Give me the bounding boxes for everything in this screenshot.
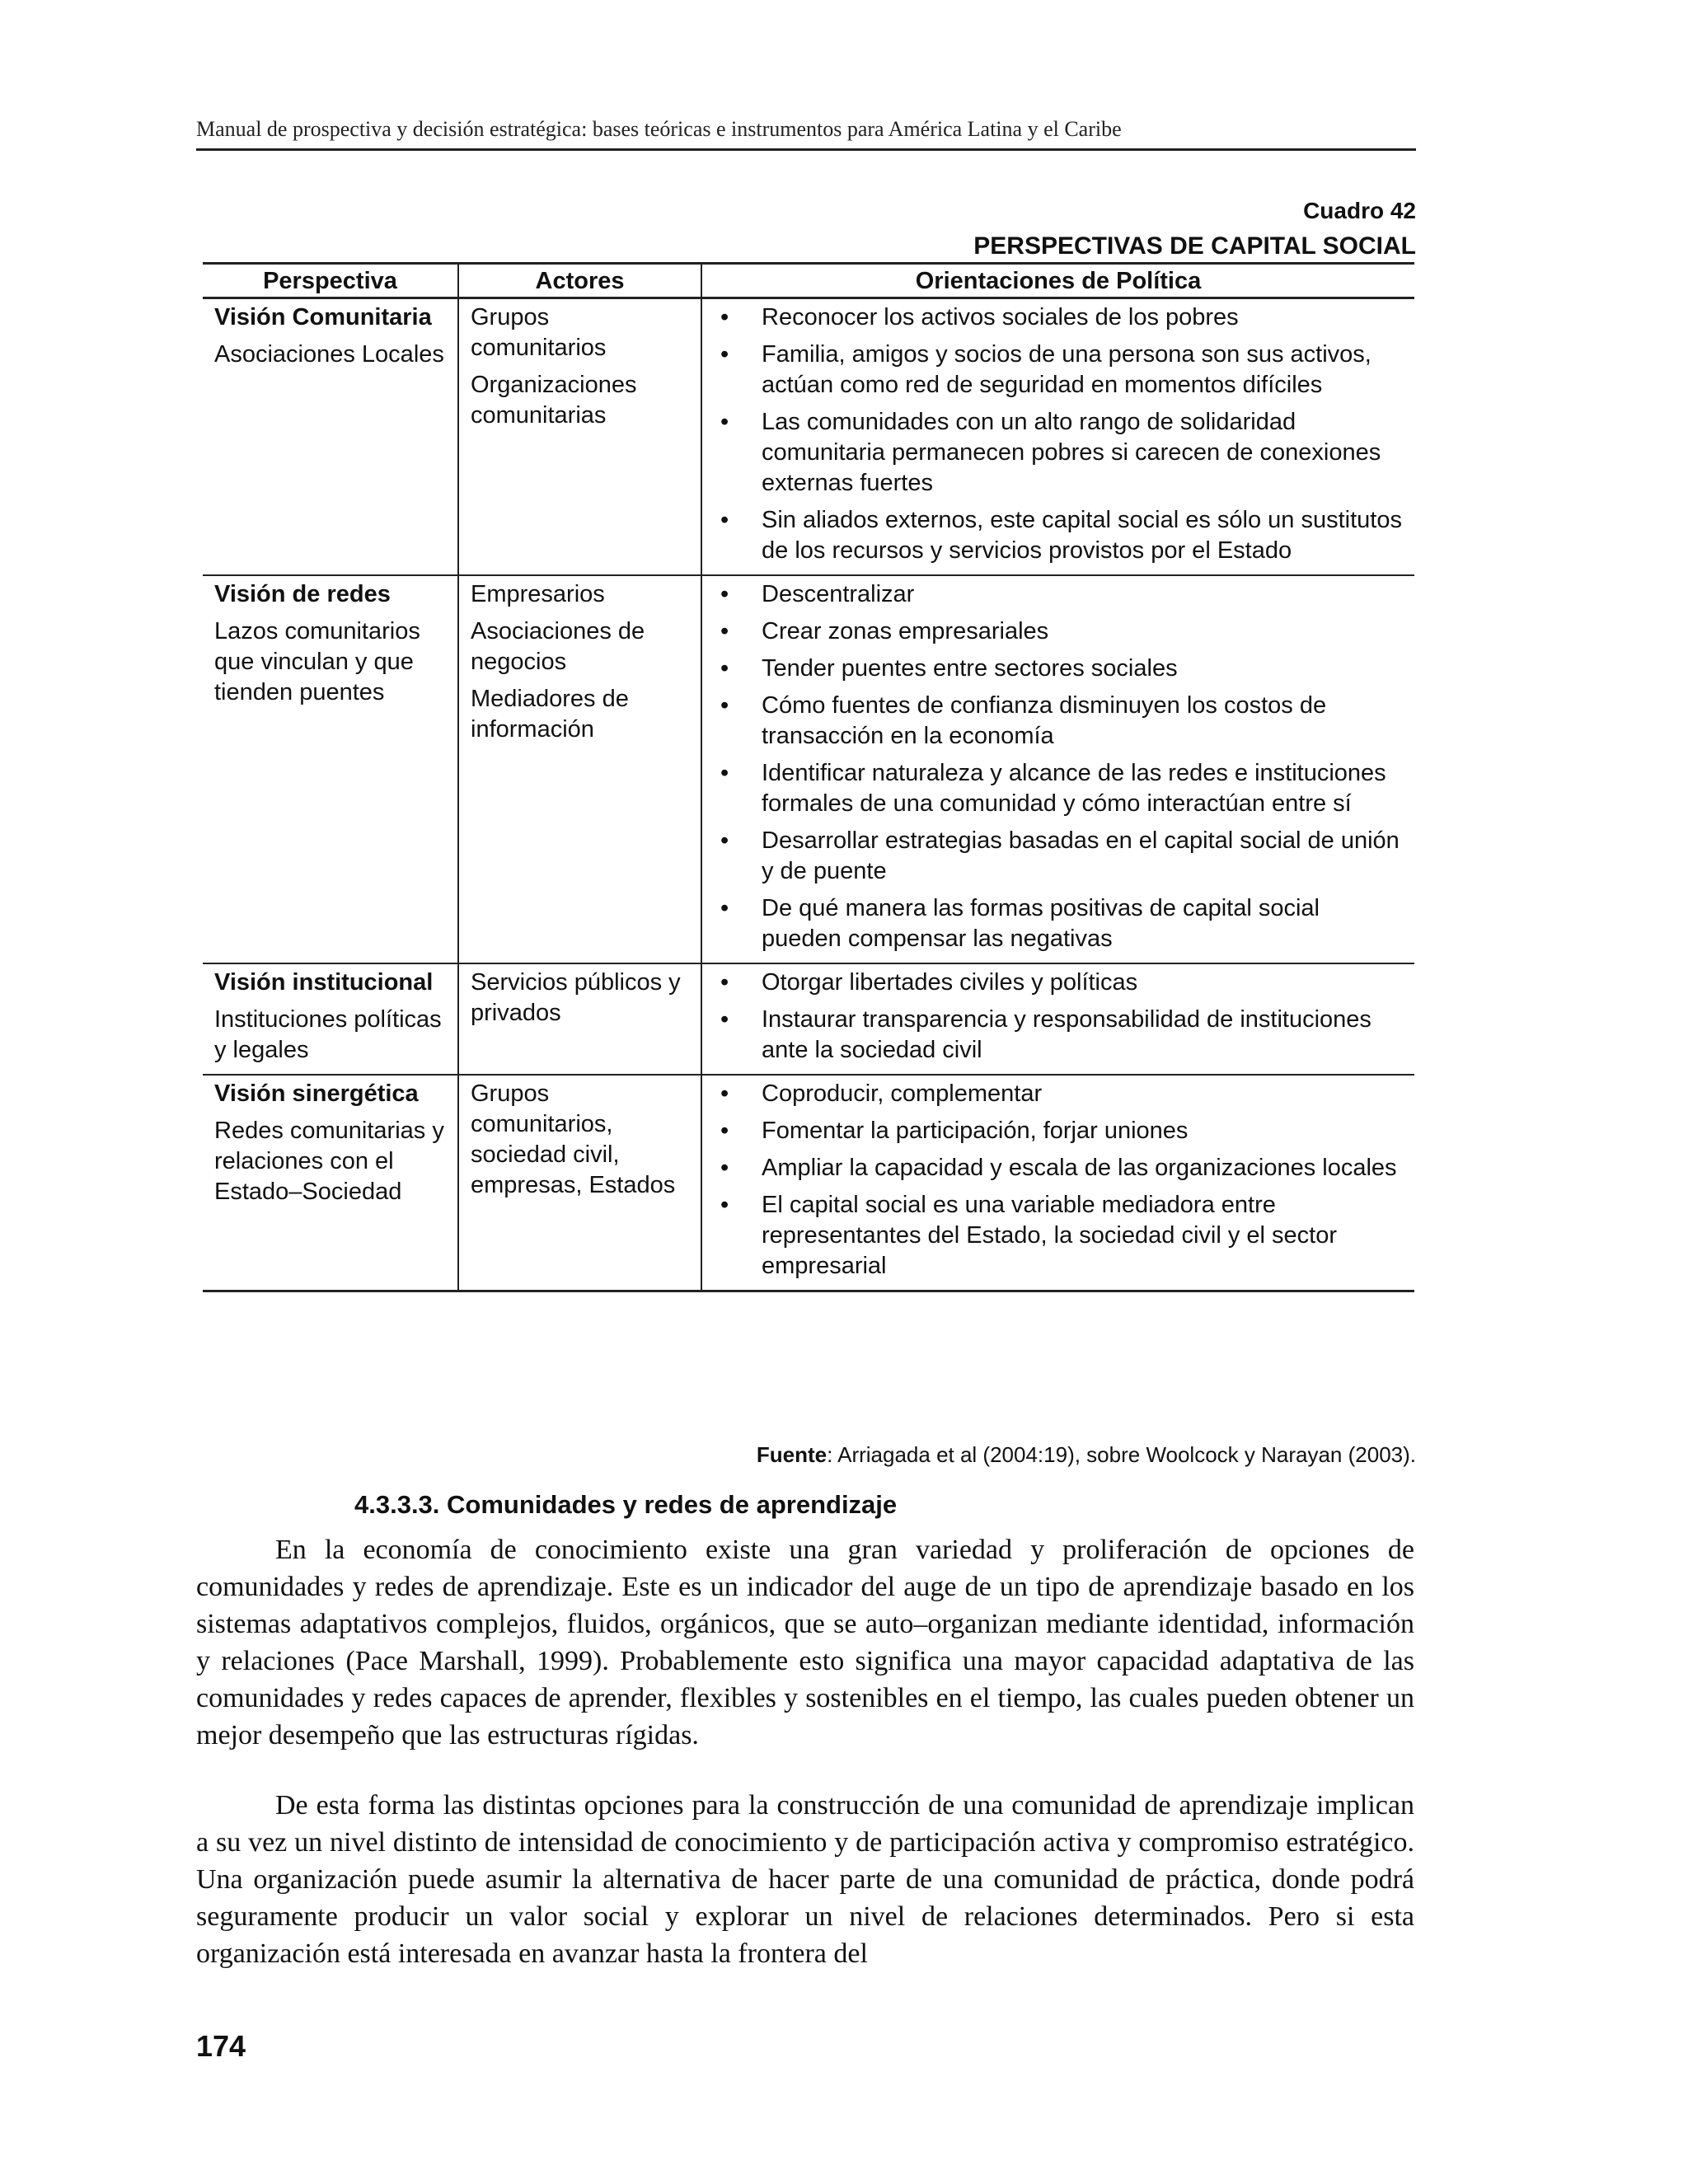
policy-list [714,302,1404,566]
actor: Grupos comunitarios, sociedad civil, empresas, Estados [471,1080,676,1198]
policy-item: • Familia, amigos y socios de una persona son sus activos, actúan como red de seguridad en momentos difíciles [714,340,1404,401]
column-header-actores: Actores [458,264,701,298]
column-header-orientaciones: Orientaciones de Política [701,264,1414,298]
section-heading: 4.3.3.3. Comunidades y redes de aprendizaje [354,1490,898,1519]
policy-item: • Tender puentes entre sectores sociales [714,654,1404,684]
column-header-perspectiva: Perspectiva [203,264,458,298]
actor: Mediadores de información [471,686,629,743]
actor: Organizaciones comunitarias [471,372,637,429]
actor: Empresarios [471,581,605,607]
perspective-description: Lazos comunitarios que vinculan y que tienden puentes [214,618,420,705]
actors-cell [458,575,701,963]
policy-item: • Instaurar transparencia y responsabilidad de instituciones ante la sociedad civil [714,1005,1404,1066]
policy-item: • Crear zonas empresariales [714,616,1404,647]
table-number: Cuadro 42 [1303,198,1416,223]
actor: Asociaciones de negocios [471,618,645,675]
perspective-cell [203,963,458,1075]
perspective-description: Redes comunitarias y relaciones con el Estado–Sociedad [214,1118,444,1205]
perspective-cell [203,1075,458,1291]
policy-item: • Sin aliados externos, este capital social es sólo un sustitutos de los recursos y servicios provistos por el Estado [714,505,1404,566]
perspective-title: Visión Comunitaria [214,304,432,330]
policies-cell [701,963,1414,1075]
policy-list [714,968,1404,1066]
policy-item: • Descentralizar [714,579,1404,610]
table-row [203,298,1414,576]
running-header: Manual de prospectiva y decisión estratégica: bases teóricas e instrumentos para América Latina y el Caribe [196,117,1416,151]
actor: Grupos comunitarios [471,304,607,361]
policy-item: • Reconocer los activos sociales de los pobres [714,302,1404,333]
table-row [203,1075,1414,1291]
table-header-row [203,264,1414,298]
policy-list [714,579,1404,954]
source-label: Fuente [756,1442,828,1467]
actors-cell [458,1075,701,1291]
capital-social-table [203,262,1414,1292]
policy-item: • Cómo fuentes de confianza disminuyen los costos de transacción en la economía [714,691,1404,752]
perspective-description: Instituciones políticas y legales [214,1006,442,1063]
policy-item: • Identificar naturaleza y alcance de las redes e instituciones formales de una comunidad y cómo interactúan entre sí [714,758,1404,819]
policy-item: • Las comunidades con un alto rango de solidaridad comunitaria permanecen pobres si carecen de conexiones externas fuertes [714,407,1404,499]
perspective-description: Asociaciones Locales [214,341,444,368]
policy-list [714,1079,1404,1282]
perspective-cell [203,298,458,576]
perspective-title: Visión institucional [214,969,434,996]
perspective-title: Visión de redes [214,581,391,607]
policy-item: • De qué manera las formas positivas de capital social pueden compensar las negativas [714,893,1404,954]
body-paragraph: De esta forma las distintas opciones para la construcción de una comunidad de aprendizaje implican a su vez un nivel distinto de intensidad de conocimiento y de participación activa y compromiso estratégico. Una organización puede asumir la alternativa de hacer parte de una comunidad de práctica, donde podrá seguramente producir un valor social y explorar un nivel de relaciones determinados. Pero si esta organización está interesada en avanzar hasta la frontera del [196,1790,1414,1969]
policy-item: • Desarrollar estrategias basadas en el capital social de unión y de puente [714,826,1404,887]
policy-item: • Fomentar la participación, forjar uniones [714,1116,1404,1146]
policies-cell [701,298,1414,576]
page-number: 174 [196,2029,246,2063]
table-row [203,575,1414,963]
perspective-title: Visión sinergética [214,1080,419,1107]
actors-cell [458,298,701,576]
source-text: : Arriagada et al (2004:19), sobre Woolcock y Narayan (2003). [827,1442,1416,1467]
policy-item: • El capital social es una variable mediadora entre representantes del Estado, la sociedad civil y el sector empresarial [714,1190,1404,1282]
policy-item: • Coproducir, complementar [714,1079,1404,1109]
perspective-cell [203,575,458,963]
actors-cell [458,963,701,1075]
policy-item: • Otorgar libertades civiles y políticas [714,968,1404,998]
table-source [757,1442,1416,1468]
body-paragraph: En la economía de conocimiento existe una gran variedad y proliferación de opciones de comunidades y redes de aprendizaje. Este es un indicador del auge de un tipo de aprendizaje basado en los sistemas adaptativos complejos, fluidos, orgánicos, que se auto–organizan mediante identidad, información y relaciones (Pace Marshall, 1999). Probablemente esto significa una mayor capacidad adaptativa de las comunidades y redes capaces de aprender, flexibles y sostenibles en el tiempo, las cuales pueden obtener un mejor desempeño que las estructuras rígidas. [196,1535,1414,1750]
policies-cell [701,1075,1414,1291]
table-row [203,963,1414,1075]
table-title: PERSPECTIVAS DE CAPITAL SOCIAL [973,232,1416,260]
policies-cell [701,575,1414,963]
policy-item: • Ampliar la capacidad y escala de las organizaciones locales [714,1153,1404,1183]
actor: Servicios públicos y privados [471,969,681,1026]
